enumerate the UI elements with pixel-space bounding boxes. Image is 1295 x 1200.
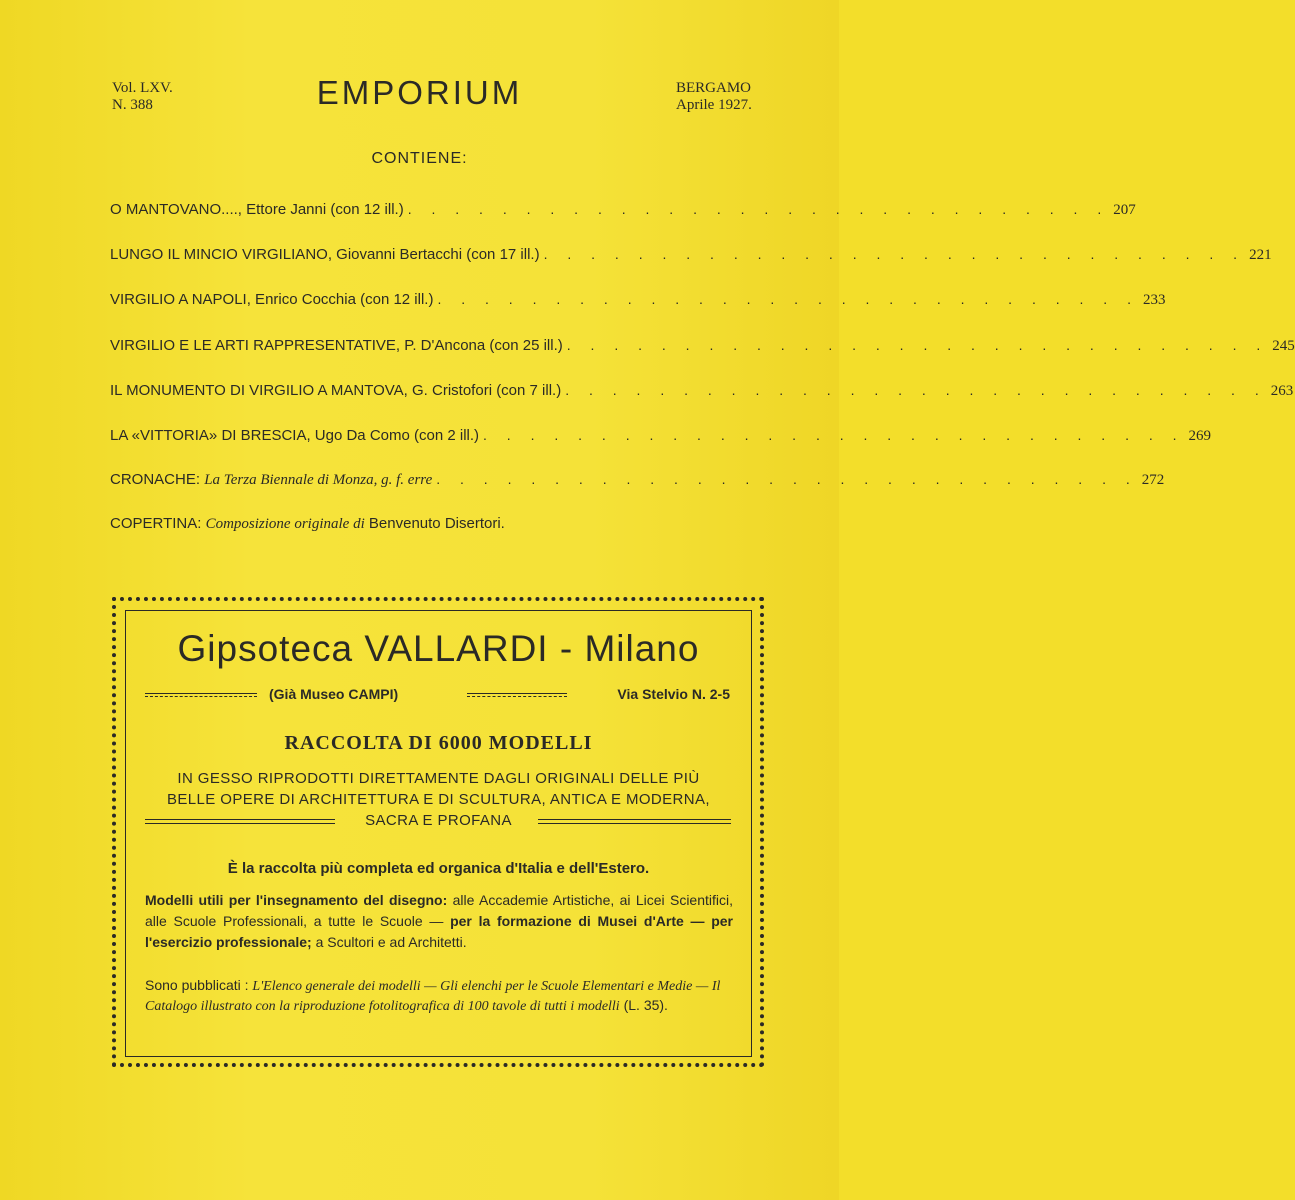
- ad-pubblicati: [145, 976, 733, 1016]
- toc-entry: [110, 201, 1136, 219]
- leader-dots: . . . . . . . . . . . . . . . . . . . . . . . . . . . . . .: [436, 471, 1138, 487]
- leader-dots: . . . . . . . . . . . . . . . . . . . . . . . . . . . . . .: [565, 382, 1267, 398]
- ad-pubblicati-price: (L. 35).: [619, 997, 668, 1013]
- toc-page: 269: [1188, 428, 1212, 444]
- toc-page: 245: [1272, 338, 1295, 354]
- toc-author: Enrico Cocchia (con 12 ill.): [250, 291, 434, 308]
- cronache-title: La Terza Biennale di Monza, g. f. erre: [204, 472, 433, 488]
- decorative-rule: [538, 819, 731, 824]
- copertina-line: [110, 515, 505, 533]
- decorative-rule: [145, 819, 335, 824]
- ad-museo: (Già Museo CAMPI): [269, 686, 399, 702]
- leader-dots: . . . . . . . . . . . . . . . . . . . . . . . . . . . . . .: [566, 337, 1269, 353]
- decorative-rule: [467, 693, 567, 697]
- city: BERGAMO: [676, 80, 752, 96]
- toc-entry: [110, 337, 1295, 355]
- ad-modelli: [145, 890, 733, 953]
- toc-page: 207: [1113, 202, 1136, 218]
- volume-number: Vol. LXV.: [112, 80, 173, 96]
- ad-raccolta: RACCOLTA DI 6000 MODELLI: [284, 732, 593, 754]
- toc-entry: [110, 246, 1272, 264]
- ad-address: Via Stelvio N. 2-5: [617, 686, 730, 702]
- leader-dots: . . . . . . . . . . . . . . . . . . . . . . . . . . . . . .: [543, 246, 1246, 262]
- decorative-rule: [145, 693, 257, 697]
- toc-title: LA «VITTORIA» DI BRESCIA,: [110, 427, 311, 444]
- toc-title: VIRGILIO A NAPOLI,: [110, 291, 251, 308]
- ad-modelli-bold: Modelli utili per l'insegnamento del disegno:: [145, 892, 448, 908]
- ad-description-line: SACRA E PROFANA: [365, 812, 512, 829]
- toc-author: Ugo Da Como (con 2 ill.): [310, 427, 480, 444]
- issue-number: N. 388: [112, 97, 153, 113]
- toc-title: IL MONUMENTO DI VIRGILIO A MANTOVA,: [110, 382, 408, 399]
- ad-title: Gipsoteca VALLARDI - Milano: [177, 628, 700, 669]
- ad-pubblicati-list: L'Elenco generale dei modelli — Gli elenchi per le Scuole Elementari e Medie — Il Catalogo illustrato con la riproduzione fotolitografica di 100 tavole di tutti i modelli: [145, 979, 721, 1014]
- toc-title: LUNGO IL MINCIO VIRGILIANO,: [110, 246, 332, 263]
- toc-author: Giovanni Bertacchi (con 17 ill.): [331, 246, 540, 263]
- copertina-label: COPERTINA:: [110, 515, 202, 532]
- contents-heading: CONTIENE:: [371, 150, 468, 167]
- toc-entry: [110, 291, 1166, 309]
- ad-modelli-bold: per la formazione di Musei d'Arte — per l'esercizio professionale;: [145, 913, 733, 950]
- cronache-label: CRONACHE:: [110, 471, 201, 488]
- toc-entry: [110, 382, 1294, 400]
- copertina-desc: Composizione originale di: [205, 516, 365, 532]
- toc-author: G. Cristofori (con 7 ill.): [407, 382, 562, 399]
- toc-author: Ettore Janni (con 12 ill.): [241, 201, 404, 218]
- toc-page: 263: [1270, 383, 1294, 399]
- toc-entry: [110, 427, 1212, 445]
- issue-date: Aprile 1927.: [676, 97, 752, 113]
- ad-pubblicati-label: Sono pubblicati :: [145, 977, 253, 993]
- ad-modelli-text: a Scultori e ad Architetti.: [311, 934, 467, 950]
- ad-description-line: IN GESSO RIPRODOTTI DIRETTAMENTE DAGLI ORIGINALI DELLE PIÙ: [177, 770, 700, 787]
- toc-page: 233: [1142, 292, 1166, 308]
- toc-page: 221: [1249, 247, 1272, 263]
- leader-dots: . . . . . . . . . . . . . . . . . . . . . . . . . . . . . .: [407, 201, 1110, 217]
- toc-title: O MANTOVANO....,: [110, 201, 242, 218]
- toc-author: P. D'Ancona (con 25 ill.): [400, 337, 563, 354]
- leader-dots: . . . . . . . . . . . . . . . . . . . . . . . . . . . . . .: [483, 427, 1185, 443]
- copertina-artist: Benvenuto Disertori.: [368, 515, 505, 532]
- ad-completa: È la raccolta più completa ed organica d'Italia e dell'Estero.: [227, 860, 650, 877]
- ad-modelli-text: alle Accademie Artistiche, ai Licei Scientifici, alle Scuole Professionali, a tutte le Scuole —: [145, 892, 733, 929]
- toc-entry-cronache: [110, 471, 1165, 489]
- magazine-title: EMPORIUM: [316, 74, 523, 111]
- ad-description-line: BELLE OPERE DI ARCHITETTURA E DI SCULTURA, ANTICA E MODERNA,: [167, 791, 710, 808]
- place-date: [676, 80, 752, 114]
- toc-page: 272: [1141, 472, 1165, 488]
- toc-title: VIRGILIO E LE ARTI RAPPRESENTATIVE,: [110, 337, 401, 354]
- leader-dots: . . . . . . . . . . . . . . . . . . . . . . . . . . . . . .: [437, 291, 1139, 307]
